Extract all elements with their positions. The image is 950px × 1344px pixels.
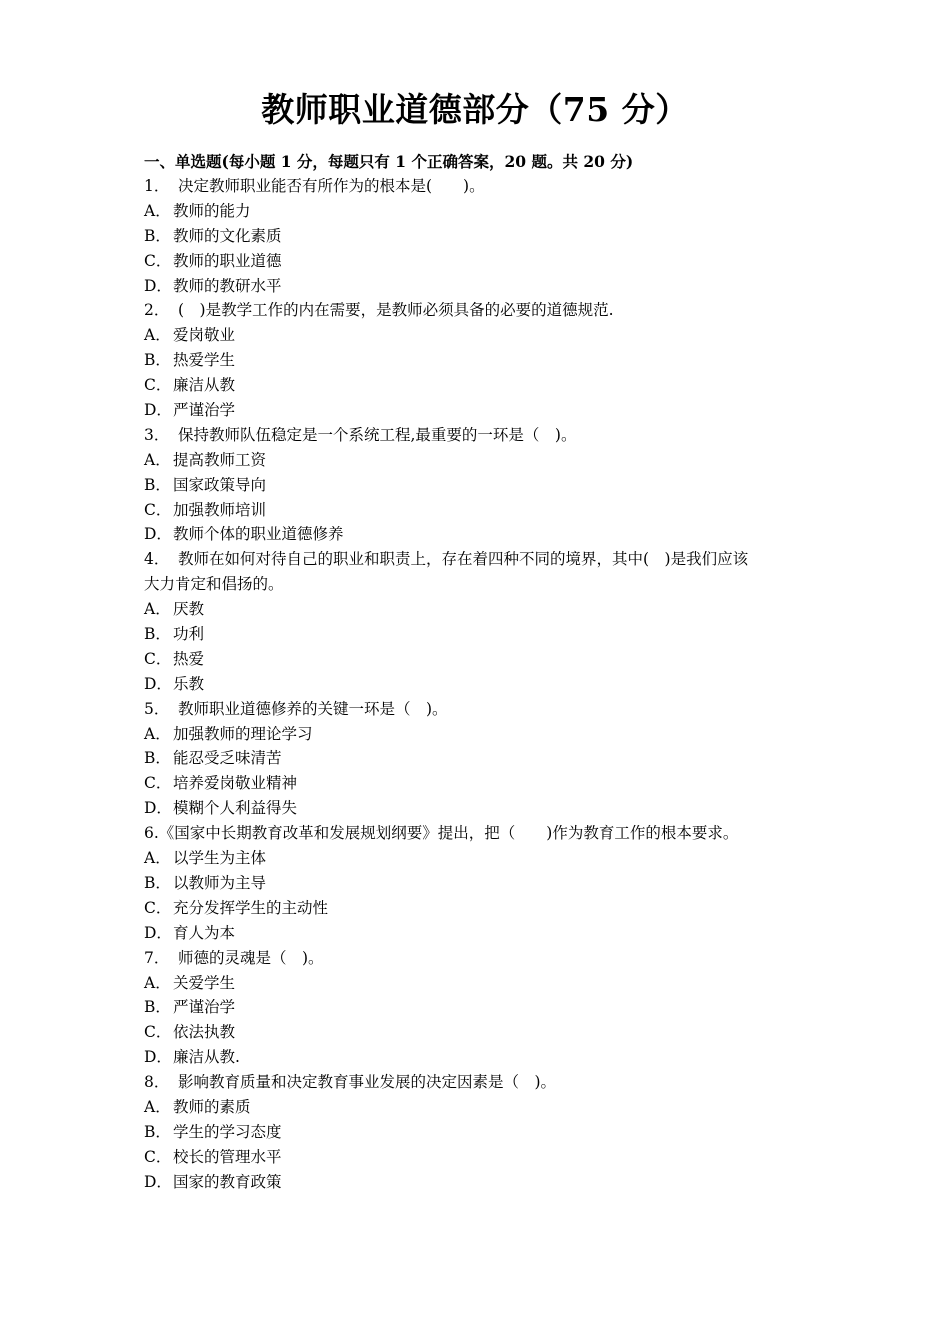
option-d [144, 1170, 814, 1195]
option-c [144, 771, 814, 796]
option-letter: C． [144, 376, 172, 395]
option-text: 加强教师的理论学习 [173, 724, 313, 743]
option-b [144, 871, 814, 896]
option-c [144, 373, 814, 398]
question-stem [144, 174, 814, 199]
option-text: 依法执教 [173, 1023, 236, 1042]
option-b [144, 622, 814, 647]
question-number: 4． [144, 550, 170, 569]
question-number: 3． [144, 425, 170, 444]
option-letter: C． [144, 649, 172, 668]
question-number: 2． [144, 301, 170, 320]
option-letter: D． [144, 799, 172, 818]
question-stem [144, 298, 814, 323]
option-letter: A． [144, 201, 171, 220]
question-1 [144, 174, 814, 298]
option-text: 学生的学习态度 [173, 1122, 282, 1141]
option-text: 热爱 [173, 649, 205, 668]
option-text: 教师的素质 [173, 1097, 251, 1116]
option-a [144, 846, 814, 871]
question-text: 决定教师职业能否有所作为的根本是( )。 [178, 177, 485, 195]
option-letter: B． [144, 873, 171, 892]
option-text: 教师的能力 [173, 201, 251, 220]
option-a [144, 199, 814, 224]
option-letter: A． [144, 1097, 171, 1116]
question-text-continued: 大力肯定和倡扬的。 [144, 575, 284, 594]
option-b [144, 995, 814, 1020]
option-b [144, 1120, 814, 1145]
question-list [144, 174, 814, 1195]
question-text: 教师在如何对待自己的职业和职责上，存在着四种不同的境界，其中( )是我们应该 [178, 550, 749, 569]
option-text: 严谨治学 [173, 401, 236, 420]
option-text: 充分发挥学生的主动性 [173, 898, 329, 917]
option-c [144, 1020, 814, 1045]
option-c [144, 1145, 814, 1170]
option-text: 功利 [173, 625, 205, 644]
question-text: 《国家中长期教育改革和发展规划纲要》提出，把（ )作为教育工作的根本要求。 [158, 824, 739, 843]
option-text: 教师的文化素质 [173, 226, 282, 245]
question-text: 影响教育质量和决定教育事业发展的决定因素是（ )。 [178, 1073, 557, 1092]
question-text: 教师职业道德修养的关键一环是（ )。 [178, 699, 448, 718]
question-stem [144, 821, 814, 846]
option-c [144, 647, 814, 672]
option-d [144, 522, 814, 547]
question-number: 8． [144, 1073, 170, 1092]
question-stem [144, 423, 814, 448]
option-letter: D． [144, 1048, 172, 1067]
option-a [144, 323, 814, 348]
question-stem [144, 697, 814, 722]
question-text: 师德的灵魂是（ )。 [178, 948, 324, 967]
option-b [144, 746, 814, 771]
option-letter: B． [144, 625, 171, 644]
question-2 [144, 298, 814, 422]
option-letter: B． [144, 226, 171, 245]
option-text: 提高教师工资 [173, 450, 267, 469]
question-6 [144, 821, 814, 945]
question-number: 7． [144, 948, 170, 967]
option-letter: D． [144, 1172, 172, 1191]
option-letter: B． [144, 351, 171, 370]
option-text: 廉洁从教. [173, 1048, 240, 1067]
option-letter: A． [144, 973, 171, 992]
question-8 [144, 1070, 814, 1194]
option-letter: C． [144, 774, 172, 793]
option-letter: D． [144, 674, 172, 693]
option-c [144, 498, 814, 523]
option-b [144, 224, 814, 249]
option-letter: D． [144, 525, 172, 544]
question-text: 保持教师队伍稳定是一个系统工程,最重要的一环是（ )。 [178, 425, 577, 444]
option-letter: A． [144, 326, 171, 345]
option-letter: B． [144, 475, 171, 494]
option-text: 以教师为主导 [173, 873, 267, 892]
option-text: 校长的管理水平 [173, 1147, 282, 1166]
option-d [144, 796, 814, 821]
option-a [144, 971, 814, 996]
option-letter: C． [144, 898, 172, 917]
option-text: 关爱学生 [173, 973, 236, 992]
option-text: 育人为本 [173, 923, 236, 942]
option-letter: A． [144, 849, 171, 868]
option-text: 乐教 [173, 674, 205, 693]
option-letter: B． [144, 1122, 171, 1141]
option-a [144, 597, 814, 622]
option-letter: A． [144, 724, 171, 743]
option-d [144, 398, 814, 423]
question-stem [144, 946, 814, 971]
option-b [144, 348, 814, 373]
page-title: 教师职业道德部分（75 分） [261, 90, 689, 129]
question-7 [144, 946, 814, 1070]
option-letter: A． [144, 450, 171, 469]
option-c [144, 249, 814, 274]
option-letter: D． [144, 401, 172, 420]
option-c [144, 896, 814, 921]
option-text: 模糊个人利益得失 [173, 799, 298, 818]
question-number: 6. [144, 824, 159, 843]
option-text: 教师个体的职业道德修养 [173, 525, 344, 544]
option-text: 加强教师培训 [173, 500, 267, 519]
option-letter: C． [144, 1023, 172, 1042]
option-letter: C． [144, 500, 172, 519]
option-letter: C． [144, 251, 172, 270]
option-text: 教师的职业道德 [173, 251, 282, 270]
option-text: 廉洁从教 [173, 376, 236, 395]
option-d [144, 672, 814, 697]
option-d [144, 1045, 814, 1070]
option-text: 能忍受乏味清苦 [173, 749, 282, 768]
option-a [144, 1095, 814, 1120]
question-5 [144, 697, 814, 821]
option-letter: B． [144, 998, 171, 1017]
option-text: 爱岗敬业 [173, 326, 236, 345]
question-number: 5． [144, 699, 170, 718]
option-d [144, 921, 814, 946]
option-letter: C． [144, 1147, 172, 1166]
option-text: 厌教 [173, 600, 205, 619]
option-b [144, 473, 814, 498]
option-a [144, 722, 814, 747]
option-letter: D． [144, 923, 172, 942]
question-stem [144, 547, 814, 572]
question-4 [144, 547, 814, 696]
option-text: 教师的教研水平 [173, 276, 282, 295]
question-3 [144, 423, 814, 547]
section-heading: 一、单选题(每小题 1 分，每题只有 1 个正确答案，20 题。共 20 分) [144, 152, 634, 171]
question-stem [144, 1070, 814, 1095]
option-letter: B． [144, 749, 171, 768]
option-a [144, 448, 814, 473]
question-text: ( )是教学工作的内在需要，是教师必须具备的必要的道德规范. [178, 301, 614, 320]
option-text: 严谨治学 [173, 998, 236, 1017]
option-letter: A． [144, 600, 171, 619]
option-letter: D． [144, 276, 172, 295]
option-text: 国家的教育政策 [173, 1172, 282, 1191]
question-number: 1． [144, 177, 170, 195]
option-text: 国家政策导向 [173, 475, 267, 494]
option-text: 以学生为主体 [173, 849, 267, 868]
option-d [144, 274, 814, 299]
option-text: 培养爱岗敬业精神 [173, 774, 298, 793]
option-text: 热爱学生 [173, 351, 236, 370]
